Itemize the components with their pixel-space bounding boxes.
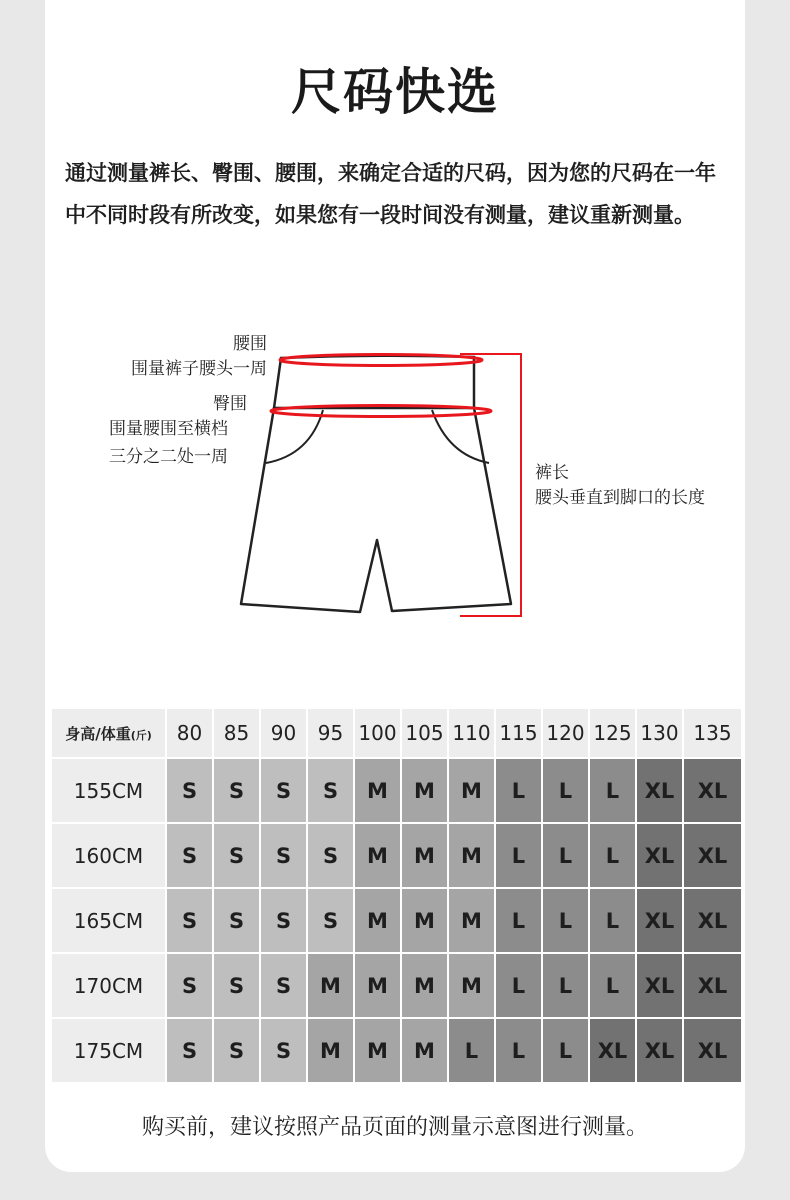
weight-header: 135 [684,709,741,757]
size-cell: S [167,1019,212,1082]
height-label: 170CM [52,954,165,1017]
weight-header: 95 [308,709,353,757]
size-cell: S [308,889,353,952]
size-cell: M [449,889,494,952]
size-cell: L [496,1019,541,1082]
size-cell: M [449,824,494,887]
weight-header: 105 [402,709,447,757]
size-cell: M [449,954,494,1017]
footer-note: 购买前，建议按照产品页面的测量示意图进行测量。 [141,1115,648,1140]
size-cell: L [496,759,541,822]
waist-title: 腰围 [233,334,267,354]
table-row [52,1019,741,1082]
size-cell: S [261,824,306,887]
size-cell: L [543,889,588,952]
height-label: 160CM [52,824,165,887]
size-cell: L [543,954,588,1017]
size-cell: L [449,1019,494,1082]
weight-header: 90 [261,709,306,757]
size-cell: L [590,889,635,952]
size-cell: XL [684,954,741,1017]
size-cell: M [402,889,447,952]
size-cell: M [449,759,494,822]
table-row [52,889,741,952]
shorts-diagram [0,300,790,640]
size-cell: L [590,824,635,887]
weight-header: 100 [355,709,400,757]
size-cell: L [496,889,541,952]
page-title: 尺码快选 [291,63,499,121]
waist-desc: 围量裤子腰头一周 [131,359,267,379]
table-row [52,954,741,1017]
size-cell: M [355,954,400,1017]
size-cell: M [308,1019,353,1082]
size-cell: S [261,889,306,952]
weight-header: 130 [637,709,682,757]
size-cell: S [261,759,306,822]
size-cell: S [214,954,259,1017]
corner-label: 身高/体重 [65,724,131,743]
size-cell: XL [590,1019,635,1082]
size-cell: S [167,824,212,887]
size-rows [52,759,741,1082]
weight-header-row [52,709,741,757]
height-label: 165CM [52,889,165,952]
size-cell: L [590,759,635,822]
size-cell: M [402,824,447,887]
size-cell: L [543,824,588,887]
weight-header: 120 [543,709,588,757]
size-cell: XL [637,954,682,1017]
table-row [52,759,741,822]
size-cell: XL [637,824,682,887]
size-cell: XL [684,824,741,887]
size-cell: XL [637,889,682,952]
size-cell: L [496,824,541,887]
size-cell: XL [684,1019,741,1082]
size-cell: S [214,889,259,952]
shorts-illustration [0,300,790,640]
size-cell: S [261,1019,306,1082]
weight-header: 110 [449,709,494,757]
hip-title: 臀围 [213,394,247,414]
corner-unit: (斤) [130,728,152,742]
height-label: 175CM [52,1019,165,1082]
height-label: 155CM [52,759,165,822]
size-cell: S [167,954,212,1017]
weight-header: 80 [167,709,212,757]
corner-header [52,709,165,757]
size-cell: S [308,759,353,822]
hip-desc-line1: 围量腰围至横档 [109,419,228,439]
hip-desc-line2: 三分之二处一周 [109,447,228,467]
size-cell: M [308,954,353,1017]
size-cell: S [214,1019,259,1082]
size-chart-table [50,707,743,1084]
size-cell: M [355,1019,400,1082]
size-cell: M [355,889,400,952]
weight-header: 115 [496,709,541,757]
size-cell: S [261,954,306,1017]
size-cell: S [214,824,259,887]
size-cell: L [543,759,588,822]
size-cell: M [355,824,400,887]
size-cell: M [402,1019,447,1082]
size-cell: S [308,824,353,887]
size-cell: XL [684,889,741,952]
size-cell: M [355,759,400,822]
weight-header: 125 [590,709,635,757]
size-cell: L [496,954,541,1017]
size-cell: S [214,759,259,822]
size-cell: S [167,889,212,952]
shorts-outline [241,408,511,612]
size-cell: S [167,759,212,822]
size-cell: L [590,954,635,1017]
intro-text: 通过测量裤长、臀围、腰围，来确定合适的尺码，因为您的尺码在一年中不同时段有所改变，如果您有一段时间没有测量，建议重新测量。 [65,161,716,227]
weight-header: 85 [214,709,259,757]
size-cell: L [543,1019,588,1082]
size-cell: M [402,954,447,1017]
size-cell: XL [637,759,682,822]
table-row [52,824,741,887]
length-desc: 腰头垂直到脚口的长度 [535,488,705,508]
size-cell: M [402,759,447,822]
size-cell: XL [684,759,741,822]
size-cell: XL [637,1019,682,1082]
length-title: 裤长 [535,463,569,483]
